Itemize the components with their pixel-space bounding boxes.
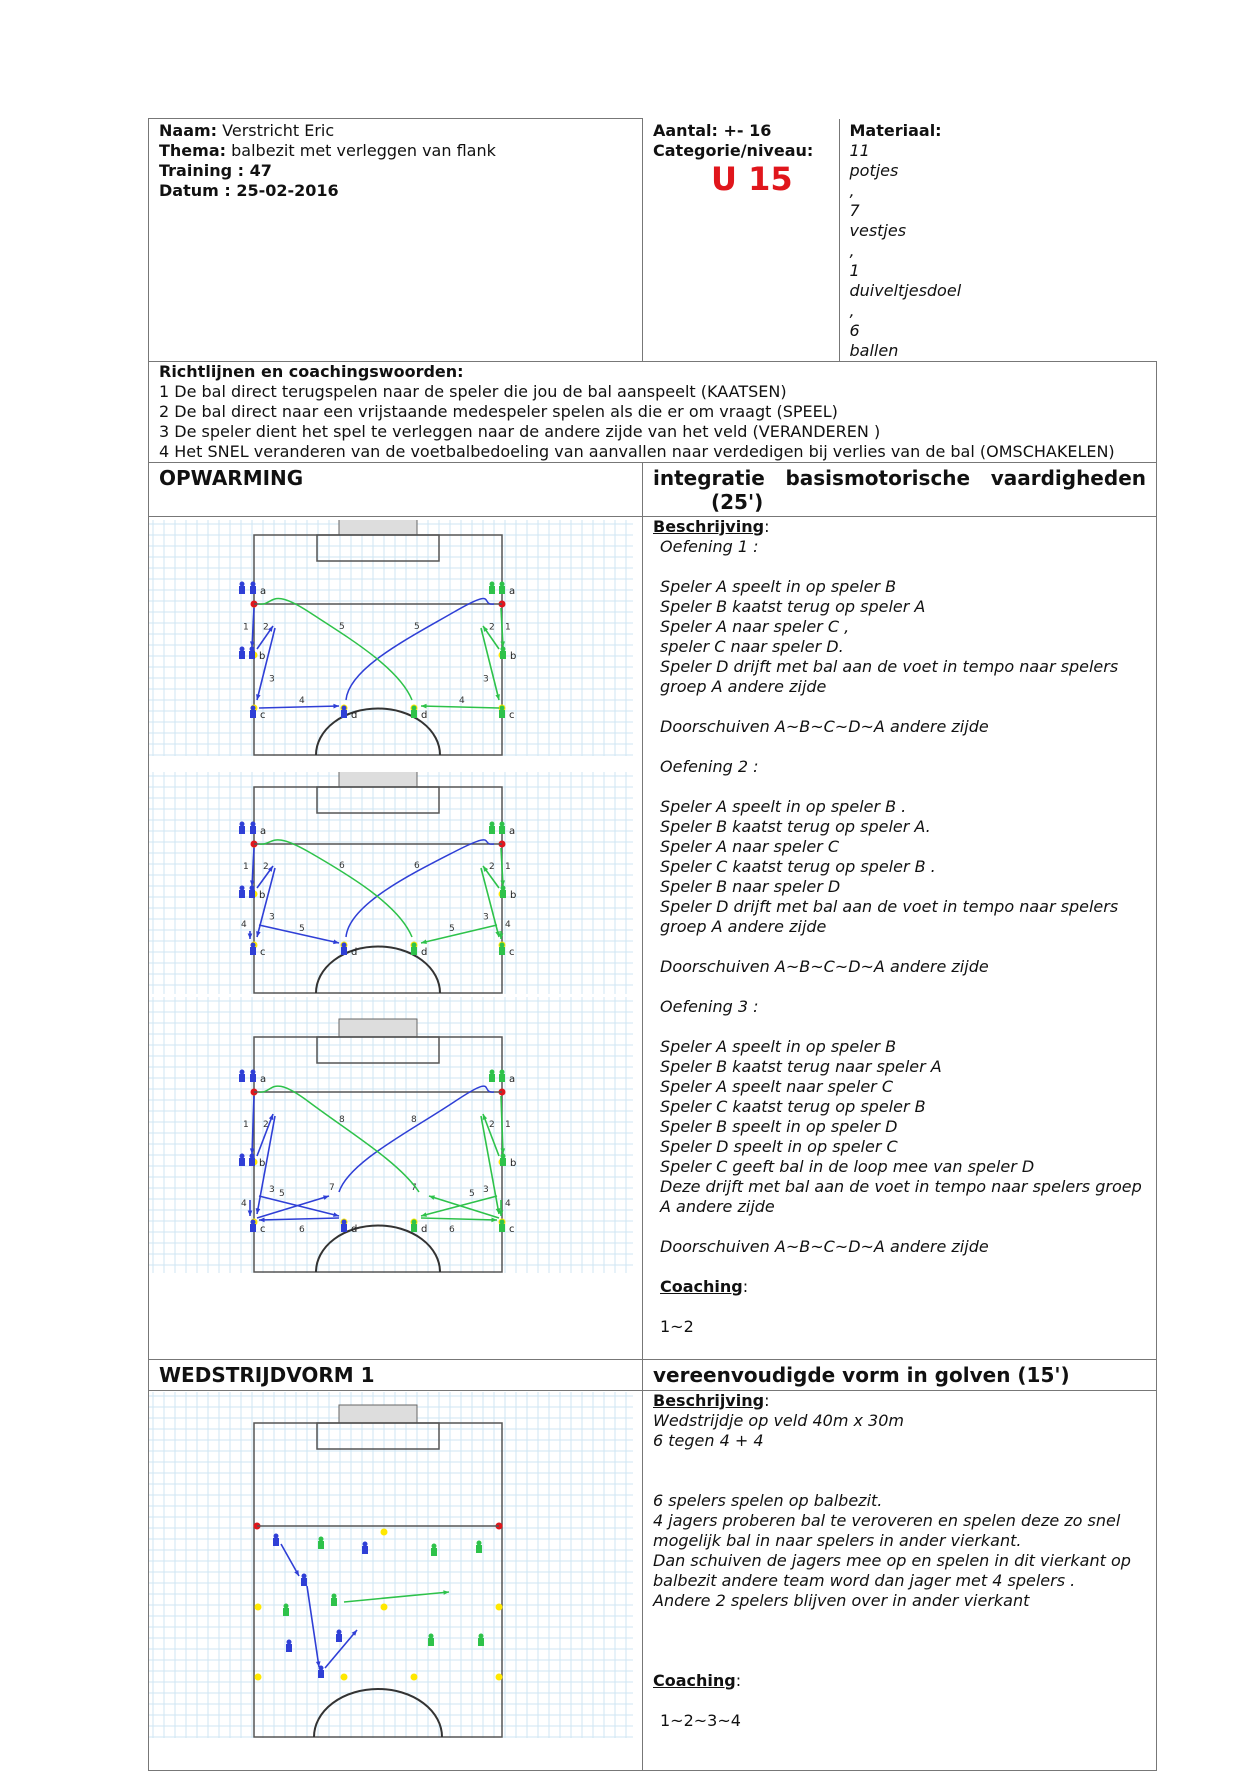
player-label: c (509, 709, 515, 721)
pass-number: 5 (339, 621, 345, 632)
oefening-1-line: Speler A speelt in op speler B (660, 576, 897, 596)
goal-net (339, 1019, 417, 1037)
player-body (239, 651, 245, 659)
pass-number: 3 (483, 912, 489, 922)
pass-number: 3 (483, 674, 489, 684)
player-body (250, 826, 256, 834)
player-body (250, 1224, 256, 1232)
player-head (490, 581, 495, 586)
doorschuiven-1: Doorschuiven A~B~C~D~A andere zijde (660, 716, 989, 736)
player-head (501, 1153, 506, 1158)
player-body (249, 651, 255, 659)
richtlijn-1: 1 De bal direct terugspelen naar de speler die jou de bal aanspeelt (KAATSEN) (159, 381, 787, 401)
player-head (363, 1541, 368, 1546)
player-head (251, 1219, 256, 1224)
player-head (342, 705, 347, 710)
player-head (500, 942, 505, 947)
player-body (499, 826, 505, 834)
training-sheet (148, 118, 1156, 1771)
richtlijnen-title: Richtlijnen en coachingswoorden: (159, 361, 464, 381)
wedstrijdvorm-line: Andere 2 spelers blijven over in ander vierkant (653, 1590, 1030, 1610)
player-body (500, 651, 506, 659)
player-label: a (509, 1073, 516, 1085)
pass-number: 6 (449, 1224, 455, 1235)
datum: Datum : 25-02-2016 (159, 181, 339, 200)
player-body (341, 710, 347, 718)
player-head (429, 1633, 434, 1638)
player-body (411, 1224, 417, 1232)
cone (255, 1603, 262, 1610)
coaching-value: 1~2 (660, 1316, 694, 1336)
player-body (341, 1224, 347, 1232)
player-body (489, 1074, 495, 1082)
player-head (240, 821, 245, 826)
opwarming-title: OPWARMING (149, 462, 643, 516)
player-body (250, 710, 256, 718)
player-head (477, 1540, 482, 1545)
player-head (250, 646, 255, 651)
player-head (500, 1219, 505, 1224)
cone (381, 1603, 388, 1610)
player-body (499, 710, 505, 718)
player-head (302, 1573, 307, 1578)
coaching-value: 1~2~3~4 (660, 1710, 741, 1730)
wedstrijdvorm-diagram (149, 1392, 633, 1738)
oefening-3-line: Speler A speelt in op speler B (660, 1036, 897, 1056)
pass-number: 2 (489, 861, 495, 872)
cone (255, 1673, 262, 1680)
player-head (432, 1543, 437, 1548)
player-head (500, 821, 505, 826)
player-body (250, 586, 256, 594)
pass-number: 2 (263, 622, 269, 632)
player-label: a (260, 1073, 267, 1085)
richtlijnen (149, 361, 1157, 462)
cone (411, 1673, 418, 1680)
player-head (479, 1633, 484, 1638)
doorschuiven-3: Doorschuiven A~B~C~D~A andere zijde (660, 1236, 989, 1256)
player-label: d (421, 946, 428, 958)
oefening-1-diagram (149, 520, 633, 756)
player-label: d (351, 709, 358, 721)
oefening-3-line: Speler C kaatst terug op speler B (660, 1096, 926, 1116)
wedstrijdvorm-line: Wedstrijdje op veld 40m x 30m (653, 1410, 904, 1430)
player-body (362, 1546, 368, 1554)
pass-number: 1 (243, 1119, 249, 1130)
player-head (251, 821, 256, 826)
pass-number: 4 (241, 919, 247, 930)
pass-number: 6 (339, 860, 345, 871)
player-head (501, 646, 506, 651)
pass-number: 5 (449, 923, 455, 934)
oefening-1-title: Oefening 1 : (660, 536, 759, 556)
player-body (239, 1158, 245, 1166)
player-label: b (259, 889, 266, 901)
player-head (500, 705, 505, 710)
player-label: c (260, 946, 266, 958)
goal-net (339, 1405, 417, 1423)
player-head (412, 705, 417, 710)
player-body (431, 1548, 437, 1556)
thema-value: balbezit met verleggen van flank (231, 141, 496, 160)
player-body (341, 947, 347, 955)
player-label: a (509, 825, 516, 837)
player-head (274, 1533, 279, 1538)
pass-number: 1 (243, 861, 249, 872)
pass-number: 8 (411, 1114, 417, 1125)
pass-number: 4 (505, 1198, 511, 1209)
player-body (428, 1638, 434, 1646)
player-label: a (509, 585, 516, 597)
beschrijving-label: Beschrijving (653, 1390, 765, 1410)
oefening-3-line: Speler D speelt in op speler C (660, 1136, 898, 1156)
niveau: U 15 (711, 159, 793, 198)
training-number: Training : 47 (159, 161, 272, 180)
player-body (500, 1158, 506, 1166)
coaching-label: Coaching (653, 1670, 736, 1690)
pass-number: 1 (243, 622, 249, 632)
doorschuiven-2: Doorschuiven A~B~C~D~A andere zijde (660, 956, 989, 976)
player-head (342, 942, 347, 947)
player-head (490, 1069, 495, 1074)
richtlijn-2: 2 De bal direct naar een vrijstaande medespeler spelen als die er om vraagt (SPEEL) (159, 401, 838, 421)
player-head (250, 1153, 255, 1158)
oefening-2-diagram (149, 772, 633, 994)
player-body (249, 1158, 255, 1166)
pass-number: 1 (505, 861, 511, 872)
pass-number: 4 (299, 695, 305, 706)
training-table (148, 118, 1157, 1771)
player-label: d (421, 1223, 428, 1235)
wedstrijdvorm-title: WEDSTRIJDVORM 1 (149, 1359, 643, 1390)
player-body (476, 1545, 482, 1553)
player-label: b (259, 650, 266, 662)
oefening-3-line: Speler B speelt in op speler D (660, 1116, 898, 1136)
player-head (240, 646, 245, 651)
player-label: c (260, 709, 266, 721)
player-body (331, 1598, 337, 1606)
player-head (251, 705, 256, 710)
categorie-label: Categorie/niveau: (653, 140, 814, 160)
player-body (301, 1578, 307, 1586)
player-body (499, 1224, 505, 1232)
oefening-3-line: Speler C geeft bal in de loop mee van speler D (660, 1156, 1035, 1176)
player-body (336, 1634, 342, 1642)
pass-number: 5 (414, 621, 420, 632)
oefening-3-title: Oefening 3 : (660, 996, 759, 1016)
oefening-2-line: Speler A speelt in op speler B . (660, 796, 907, 816)
oefening-3-line: Speler A speelt naar speler C (660, 1076, 893, 1096)
player-body (273, 1538, 279, 1546)
oefening-1-line: Speler A naar speler C , (660, 616, 850, 636)
player-body (318, 1670, 324, 1678)
player-label: b (259, 1157, 266, 1169)
wedstrijdvorm-diagram-cell (149, 1390, 643, 1770)
pass-number: 1 (505, 622, 511, 632)
player-label: d (351, 1223, 358, 1235)
player-body (239, 826, 245, 834)
richtlijn-3: 3 De speler dient het spel te verleggen naar de andere zijde van het veld (VERANDEREN ) (159, 421, 881, 441)
player-label: b (510, 889, 517, 901)
cone (496, 1603, 503, 1610)
wedstrijdvorm-line: 4 jagers proberen bal te veroveren en spelen deze zo snel mogelijk bal in naar spelers in ander vierkant. (653, 1510, 1121, 1550)
pass-number: 5 (299, 923, 305, 934)
player-body (411, 710, 417, 718)
materiaal-value: 11 potjes , 7 vestjes , 1 duiveltjesdoel , 6 ballen (849, 140, 962, 360)
pass-number: 3 (269, 912, 275, 922)
pass-number: 2 (263, 861, 269, 872)
player-label: c (260, 1223, 266, 1235)
beschrijving-label: Beschrijving (653, 516, 765, 536)
player-body (500, 890, 506, 898)
player-body (478, 1638, 484, 1646)
pass-number: 8 (339, 1114, 345, 1125)
player-head (240, 581, 245, 586)
pass-number: 2 (489, 1119, 495, 1130)
player-head (332, 1593, 337, 1598)
pass-number: 4 (241, 1198, 247, 1209)
player-head (501, 885, 506, 890)
player-body (239, 1074, 245, 1082)
player-head (412, 1219, 417, 1224)
coaching-label: Coaching (660, 1276, 743, 1296)
player-label: a (260, 585, 267, 597)
pass-number: 5 (469, 1188, 475, 1199)
player-label: d (351, 946, 358, 958)
oefening-3-diagram (149, 997, 633, 1273)
opwarming-right-title (643, 462, 1157, 516)
header-info (149, 119, 643, 362)
wedstrijdvorm-line: 6 tegen 4 + 4 (653, 1430, 764, 1450)
pass-number: 3 (483, 1184, 489, 1195)
goal-net (339, 772, 417, 787)
player-head (251, 581, 256, 586)
opwarming-beschrijving: Beschrijving: Oefening 1 : Speler A speelt in op speler B Speler B kaatst terug op speler A Speler A naar speler C , speler C naar speler D. Speler D drijft met bal aan de voet in tempo naar spelers groep A andere zijde Doorschuiven A~B~C~D~A andere zijde Oefening 2 : Speler A speelt in op speler B . Speler B kaatst terug op speler A. Speler A naar speler C Speler C kaatst terug op speler B . Speler B naar speler D Speler D drijft met bal aan de voet in tempo naar spelers groep A andere zijde Doorschuiven A~B~C~D~A andere zijde Oefening 3 : Speler A speelt in op speler B Speler B kaatst terug naar speler A Speler A speelt naar speler C Speler C kaatst terug op speler B Speler B speelt in op speler D Speler D speelt in op speler C Speler C geeft bal in de loop mee van speler D Deze drijft met bal aan de voet in tempo naar spelers groep A andere zijde Doorschuiven A~B~C~D~A andere zijde Coaching: 1~2 (643, 516, 1157, 1359)
materiaal-label: Materiaal: (849, 120, 942, 140)
aantal-cell (643, 119, 839, 361)
player-head (251, 1069, 256, 1074)
oefening-2-line: Speler C kaatst terug op speler B . (660, 856, 936, 876)
pass-number: 6 (299, 1224, 305, 1235)
player-body (499, 1074, 505, 1082)
oefening-2-line: Speler B naar speler D (660, 876, 841, 896)
oefening-1-line: Speler B kaatst terug op speler A (660, 596, 926, 616)
pass-number: 7 (411, 1182, 417, 1193)
player-body (489, 586, 495, 594)
wedstrijdvorm-line: 6 spelers spelen op balbezit. (653, 1490, 883, 1510)
player-body (286, 1644, 292, 1652)
pass-number: 6 (414, 860, 420, 871)
player-head (500, 1069, 505, 1074)
wedstrijdvorm-beschrijving: Beschrijving: Wedstrijdje op veld 40m x 30m 6 tegen 4 + 4 6 spelers spelen op balbezit. 4 jagers proberen bal te veroveren en spelen deze zo snel mogelijk bal in naar spelers in ander vierkant. Dan schuiven de jagers mee op en spelen in dit vierkant op balbezit andere team word dan jager met 4 spelers . Andere 2 spelers blijven over in ander vierkant Coaching: 1~2~3~4 (643, 1390, 1157, 1770)
pass-number: 1 (505, 1119, 511, 1130)
player-head (500, 581, 505, 586)
player-head (240, 1153, 245, 1158)
player-body (318, 1541, 324, 1549)
thema-label: Thema: (159, 141, 227, 160)
richtlijn-4: 4 Het SNEL veranderen van de voetbalbedoeling van aanvallen naar verdedigen bij verlies van de bal (OMSCHAKELEN) (159, 441, 1115, 461)
player-body (250, 947, 256, 955)
player-body (249, 890, 255, 898)
player-label: a (260, 825, 267, 837)
player-head (287, 1639, 292, 1644)
player-head (412, 942, 417, 947)
pass-number: 3 (269, 674, 275, 684)
player-body (239, 586, 245, 594)
player-body (250, 1074, 256, 1082)
oefening-2-title: Oefening 2 : (660, 756, 759, 776)
cone (496, 1673, 503, 1680)
player-body (411, 947, 417, 955)
pass-number: 4 (459, 695, 465, 706)
pass-number: 4 (505, 919, 511, 930)
pass-number: 3 (269, 1184, 275, 1195)
player-body (499, 947, 505, 955)
player-head (250, 885, 255, 890)
player-label: d (421, 709, 428, 721)
player-body (239, 890, 245, 898)
goal-net (339, 520, 417, 535)
player-body (283, 1608, 289, 1616)
oefening-2-line: Speler B kaatst terug op speler A. (660, 816, 931, 836)
player-head (240, 885, 245, 890)
pass-number: 2 (489, 622, 495, 632)
oefening-3-line: Deze drijft met bal aan de voet in tempo naar spelers groep A andere zijde (660, 1176, 1142, 1216)
player-head (251, 942, 256, 947)
naam-value: Verstricht Eric (222, 121, 335, 140)
player-head (284, 1603, 289, 1608)
cone (381, 1528, 388, 1535)
oefening-1-line: Speler D drijft met bal aan de voet in tempo naar spelers groep A andere zijde (660, 656, 1119, 696)
pass-number: 7 (329, 1182, 335, 1193)
pass-number: 5 (279, 1188, 285, 1199)
player-label: b (510, 1157, 517, 1169)
oefening-3-line: Speler B kaatst terug naar speler A (660, 1056, 942, 1076)
player-head (342, 1219, 347, 1224)
oefening-2-line: Speler D drijft met bal aan de voet in tempo naar spelers groep A andere zijde (660, 896, 1119, 936)
player-head (319, 1536, 324, 1541)
opwarming-time: (25') (711, 489, 764, 514)
cone (341, 1673, 348, 1680)
player-head (337, 1629, 342, 1634)
opwarming-subtitle: integratie basismotorische vaardigheden (653, 465, 1146, 490)
player-label: c (509, 1223, 515, 1235)
oefening-1-line: speler C naar speler D. (660, 636, 844, 656)
player-body (499, 586, 505, 594)
wedstrijdvorm-right-title: vereenvoudigde vorm in golven (15') (643, 1359, 1157, 1390)
player-head (240, 1069, 245, 1074)
opwarming-diagrams (149, 516, 643, 1359)
aantal: Aantal: +- 16 (653, 120, 772, 140)
oefening-2-line: Speler A naar speler C (660, 836, 840, 856)
player-label: c (509, 946, 515, 958)
wedstrijdvorm-line: Dan schuiven de jagers mee op en spelen in dit vierkant op balbezit andere team word dan jager met 4 spelers . (653, 1550, 1131, 1590)
player-body (489, 826, 495, 834)
player-head (490, 821, 495, 826)
player-label: b (510, 650, 517, 662)
naam-label: Naam: (159, 121, 218, 140)
pass-number: 2 (263, 1119, 269, 1130)
